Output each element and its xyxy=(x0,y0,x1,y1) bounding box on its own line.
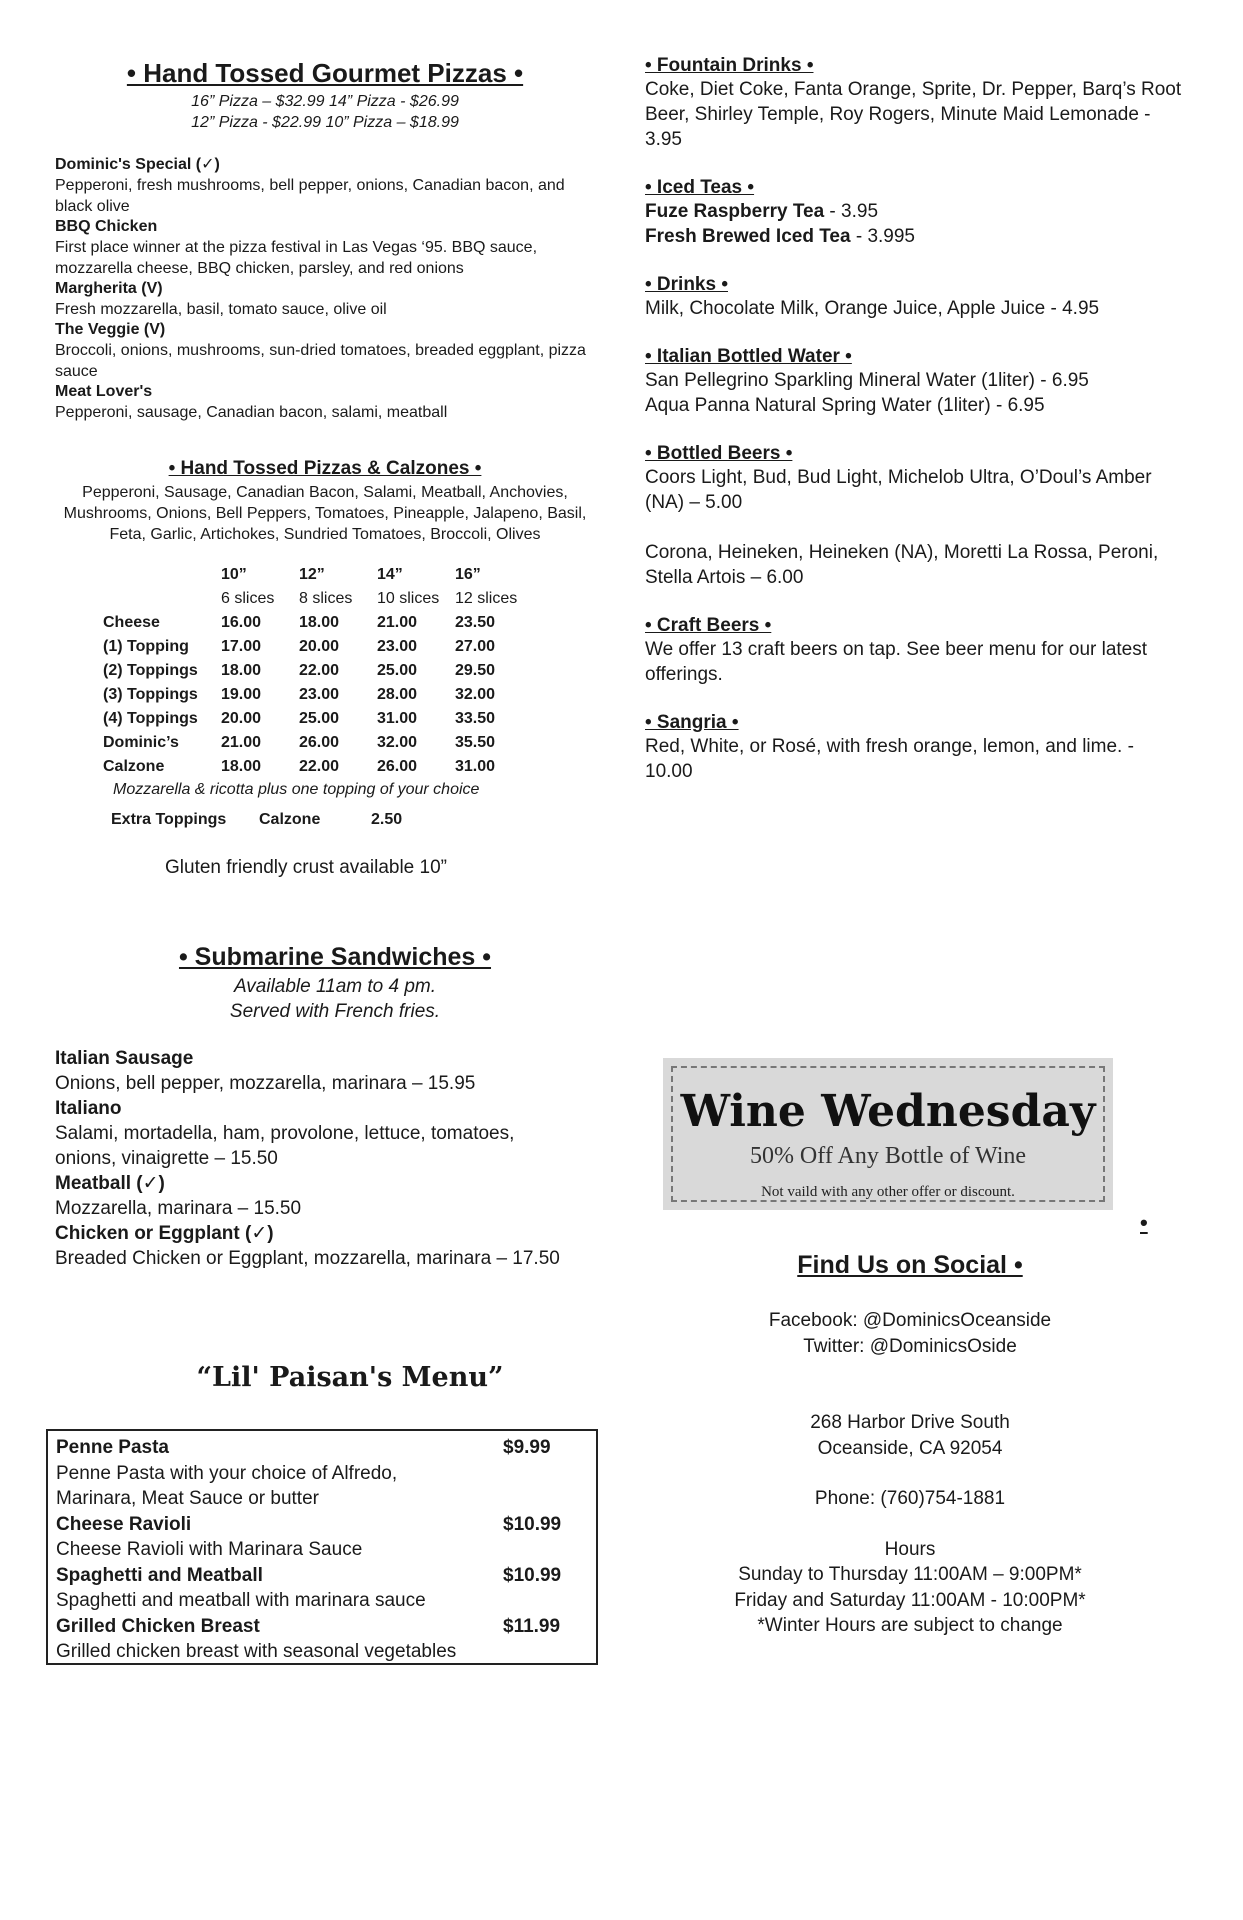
size-cell: 10” xyxy=(221,566,247,583)
price-cell: 32.00 xyxy=(455,686,496,703)
kids-item-price: $10.99 xyxy=(503,1513,562,1535)
drink-block xyxy=(645,712,1185,784)
pizza-name: BBQ Chicken xyxy=(55,218,158,235)
sub-name: Italiano xyxy=(55,1098,122,1119)
drink-price: - 3.95 xyxy=(824,201,879,222)
drink-section-title: • Italian Bottled Water • xyxy=(645,346,852,367)
pizza-name: Meat Lover's xyxy=(55,383,153,400)
price-cell: 20.00 xyxy=(299,638,340,655)
drink-price: - 3.995 xyxy=(850,226,915,247)
pizza-desc: Pepperoni, fresh mushrooms, bell pepper, onions, Canadian bacon, and black olive xyxy=(55,177,565,215)
pizza-desc: Fresh mozzarella, basil, tomato sauce, olive oil xyxy=(55,301,387,318)
price-cell: 21.00 xyxy=(377,614,418,631)
size-cell: 12” xyxy=(299,566,325,583)
drink-line: San Pellegrino Sparkling Mineral Water (1liter) - 6.95 xyxy=(645,370,1089,391)
price-cell: 23.50 xyxy=(455,614,496,631)
table-row xyxy=(103,683,533,707)
pizza-desc: Broccoli, onions, mushrooms, sun-dried tomatoes, breaded eggplant, pizza sauce xyxy=(55,342,586,380)
price-cell: 22.00 xyxy=(299,758,340,775)
sub-desc: Salami, mortadella, ham, provolone, lettuce, tomatoes, onions, vinaigrette – 15.50 xyxy=(55,1123,515,1169)
price-cell: 35.50 xyxy=(455,734,496,751)
table-row xyxy=(103,635,533,659)
kids-item-name: Penne Pasta xyxy=(56,1437,169,1458)
drink-block xyxy=(645,443,1185,590)
sub-desc: Mozzarella, marinara – 15.50 xyxy=(55,1198,302,1219)
subs-list xyxy=(55,1046,615,1271)
calzones-section xyxy=(55,458,595,879)
stray-bullet: • xyxy=(1140,1210,1148,1235)
price-cell: 25.00 xyxy=(299,710,340,727)
slices-cell: 12 slices xyxy=(455,590,518,607)
price-cell: 18.00 xyxy=(221,662,262,679)
size-cell: 16” xyxy=(455,566,481,583)
drink-section-title: • Iced Teas • xyxy=(645,177,755,198)
table-row xyxy=(103,707,533,731)
kids-item xyxy=(56,1512,588,1538)
kids-item-name: Spaghetti and Meatball xyxy=(56,1564,263,1586)
kids-item xyxy=(56,1614,588,1640)
row-label: (3) Toppings xyxy=(103,686,198,703)
kids-item-desc: Grilled chicken breast with seasonal vegetables xyxy=(56,1641,457,1662)
subs-section xyxy=(55,943,615,1271)
toppings-list: Pepperoni, Sausage, Canadian Bacon, Salami, Meatball, Anchovies, Mushrooms, Onions, Bell Peppers, Tomatoes, Pineapple, Jalapeno, Basil, Feta, Garlic, Artichokes, Sundried Tomatoes, Broccoli, Olives xyxy=(63,484,587,543)
drink-line: Red, White, or Rosé, with fresh orange, lemon, and lime. - 10.00 xyxy=(645,736,1134,782)
kids-item-name: Grilled Chicken Breast xyxy=(56,1615,260,1637)
price-cell: 25.00 xyxy=(377,662,418,679)
address-line2: Oceanside, CA 92054 xyxy=(817,1437,1003,1459)
drink-line: Milk, Chocolate Milk, Orange Juice, Apple Juice - 4.95 xyxy=(645,298,1100,319)
hours-title: Hours xyxy=(884,1538,936,1560)
kids-item-desc: Penne Pasta with your choice of Alfredo, Marinara, Meat Sauce or butter xyxy=(56,1462,398,1509)
gourmet-pizzas-section xyxy=(55,58,595,423)
drink-section-title: • Bottled Beers • xyxy=(645,443,793,464)
pizza-name: Dominic's Special (✓) xyxy=(55,156,220,173)
social-title: Find Us on Social • xyxy=(797,1251,1023,1279)
wine-wednesday-banner xyxy=(663,1058,1113,1210)
row-label: Dominic’s xyxy=(103,734,179,751)
price-cell: 23.00 xyxy=(299,686,340,703)
row-label: Cheese xyxy=(103,614,160,631)
slices-row xyxy=(103,587,533,611)
slices-cell: 10 slices xyxy=(377,590,440,607)
kids-item-desc: Spaghetti and meatball with marinara sauce xyxy=(56,1590,426,1611)
row-label: (2) Toppings xyxy=(103,662,198,679)
extra-toppings-row xyxy=(111,811,595,829)
kids-title: “Lil' Paisan's Menu” xyxy=(196,1362,504,1393)
wine-title: Wine Wednesday xyxy=(680,1086,1096,1137)
drink-block xyxy=(645,177,1185,249)
sub-name: Meatball (✓) xyxy=(55,1173,165,1194)
sub-name: Italian Sausage xyxy=(55,1048,194,1069)
gluten-note: Gluten friendly crust available 10” xyxy=(165,857,447,878)
hours-note: *Winter Hours are subject to change xyxy=(757,1615,1063,1636)
pizza-name: Margherita (V) xyxy=(55,280,163,297)
gourmet-prices-line1: 16” Pizza – $32.99 14” Pizza - $26.99 xyxy=(191,93,459,110)
hours-line1: Sunday to Thursday 11:00AM – 9:00PM* xyxy=(738,1564,1082,1585)
drink-line xyxy=(645,199,1185,224)
kids-item-price: $10.99 xyxy=(503,1564,562,1586)
extra-toppings-label: Extra Toppings xyxy=(111,811,227,828)
drink-block xyxy=(645,615,1185,687)
drinks-section xyxy=(645,55,1185,784)
kids-item-price: $9.99 xyxy=(503,1437,551,1458)
price-cell: 22.00 xyxy=(299,662,340,679)
price-cell: 33.50 xyxy=(455,710,496,727)
price-table xyxy=(103,563,533,779)
price-cell: 31.00 xyxy=(455,758,496,775)
twitter-handle[interactable]: Twitter: @DominicsOside xyxy=(803,1335,1017,1357)
drink-block xyxy=(645,55,1185,152)
table-row xyxy=(103,659,533,683)
kids-item-desc: Cheese Ravioli with Marinara Sauce xyxy=(56,1539,363,1560)
sub-name: Chicken or Eggplant (✓) xyxy=(55,1223,274,1244)
kids-item-price: $11.99 xyxy=(503,1615,561,1637)
pizza-name: The Veggie (V) xyxy=(55,321,166,338)
size-cell: 14” xyxy=(377,566,403,583)
sub-desc: Onions, bell pepper, mozzarella, marinara – 15.95 xyxy=(55,1073,476,1094)
drink-block xyxy=(645,274,1185,321)
slices-cell: 8 slices xyxy=(299,590,353,607)
slices-cell: 6 slices xyxy=(221,590,275,607)
price-cell: 18.00 xyxy=(221,758,262,775)
price-cell: 26.00 xyxy=(299,734,340,751)
subs-title: • Submarine Sandwiches • xyxy=(178,943,492,971)
price-cell: 32.00 xyxy=(377,734,418,751)
price-cell: 26.00 xyxy=(377,758,418,775)
table-row xyxy=(103,611,533,635)
calzone-note: Mozzarella & ricotta plus one topping of your choice xyxy=(113,781,480,798)
address-line1: 268 Harbor Drive South xyxy=(810,1412,1010,1433)
price-cell: 21.00 xyxy=(221,734,262,751)
price-cell: 18.00 xyxy=(299,614,340,631)
drink-section-title: • Drinks • xyxy=(645,274,728,295)
price-cell: 27.00 xyxy=(455,638,496,655)
drink-line-spacer xyxy=(645,515,1185,540)
table-row xyxy=(103,731,533,755)
drink-line: Coke, Diet Coke, Fanta Orange, Sprite, Dr. Pepper, Barq’s Root Beer, Shirley Temple, Roy Rogers, Minute Maid Lemonade - 3.95 xyxy=(645,79,1182,150)
facebook-handle[interactable]: Facebook: @DominicsOceanside xyxy=(768,1310,1052,1331)
price-cell: 19.00 xyxy=(221,686,262,703)
extra-toppings-item: Calzone xyxy=(259,811,321,828)
price-cell: 17.00 xyxy=(221,638,262,655)
subs-note1: Available 11am to 4 pm. xyxy=(233,976,437,997)
contact-section xyxy=(700,1250,1120,1639)
drink-line: Aqua Panna Natural Spring Water (1liter) - 6.95 xyxy=(645,395,1045,416)
drink-line xyxy=(645,224,1185,249)
kids-item xyxy=(56,1563,588,1589)
drink-line: Coors Light, Bud, Bud Light, Michelob Ultra, O’Doul’s Amber (NA) – 5.00 xyxy=(645,467,1152,513)
kids-item xyxy=(56,1435,588,1461)
gourmet-prices-line2: 12” Pizza - $22.99 10” Pizza – $18.99 xyxy=(191,114,459,131)
calzones-title: • Hand Tossed Pizzas & Calzones • xyxy=(168,458,482,479)
drink-section-title: • Fountain Drinks • xyxy=(645,55,814,76)
drink-section-title: • Craft Beers • xyxy=(645,615,772,636)
drink-block xyxy=(645,346,1185,418)
gourmet-title: • Hand Tossed Gourmet Pizzas • xyxy=(126,58,524,88)
row-label: (1) Topping xyxy=(103,638,189,655)
phone-number[interactable]: Phone: (760)754-1881 xyxy=(814,1488,1006,1509)
kids-menu-box xyxy=(46,1429,598,1665)
table-row xyxy=(103,755,533,779)
extra-toppings-price: 2.50 xyxy=(371,811,403,828)
gourmet-list xyxy=(55,155,595,423)
pizza-desc: Pepperoni, sausage, Canadian bacon, salami, meatball xyxy=(55,404,448,421)
drink-name: Fresh Brewed Iced Tea xyxy=(645,226,851,247)
price-cell: 20.00 xyxy=(221,710,262,727)
hours-line2: Friday and Saturday 11:00AM - 10:00PM* xyxy=(734,1589,1086,1611)
drink-section-title: • Sangria • xyxy=(645,712,739,733)
wine-subtitle: 50% Off Any Bottle of Wine xyxy=(749,1143,1027,1169)
price-cell: 31.00 xyxy=(377,710,418,727)
price-cell: 29.50 xyxy=(455,662,496,679)
subs-note2: Served with French fries. xyxy=(229,1001,441,1022)
drink-line: We offer 13 craft beers on tap. See beer menu for our latest offerings. xyxy=(645,639,1148,685)
drink-line: Corona, Heineken, Heineken (NA), Moretti La Rossa, Peroni, Stella Artois – 6.00 xyxy=(645,542,1159,588)
sub-desc: Breaded Chicken or Eggplant, mozzarella, marinara – 17.50 xyxy=(55,1248,560,1269)
price-cell: 16.00 xyxy=(221,614,262,631)
kids-item-name: Cheese Ravioli xyxy=(56,1513,192,1535)
row-label: Calzone xyxy=(103,758,165,775)
wine-note: Not vaild with any other offer or discount. xyxy=(761,1184,1015,1200)
row-label: (4) Toppings xyxy=(103,710,198,727)
drink-name: Fuze Raspberry Tea xyxy=(645,201,825,222)
size-row xyxy=(103,563,533,587)
price-cell: 23.00 xyxy=(377,638,418,655)
price-cell: 28.00 xyxy=(377,686,418,703)
pizza-desc: First place winner at the pizza festival in Las Vegas ‘95. BBQ sauce, mozzarella cheese, BBQ chicken, parsley, and red onions xyxy=(55,239,538,277)
wine-banner-border xyxy=(671,1066,1105,1202)
